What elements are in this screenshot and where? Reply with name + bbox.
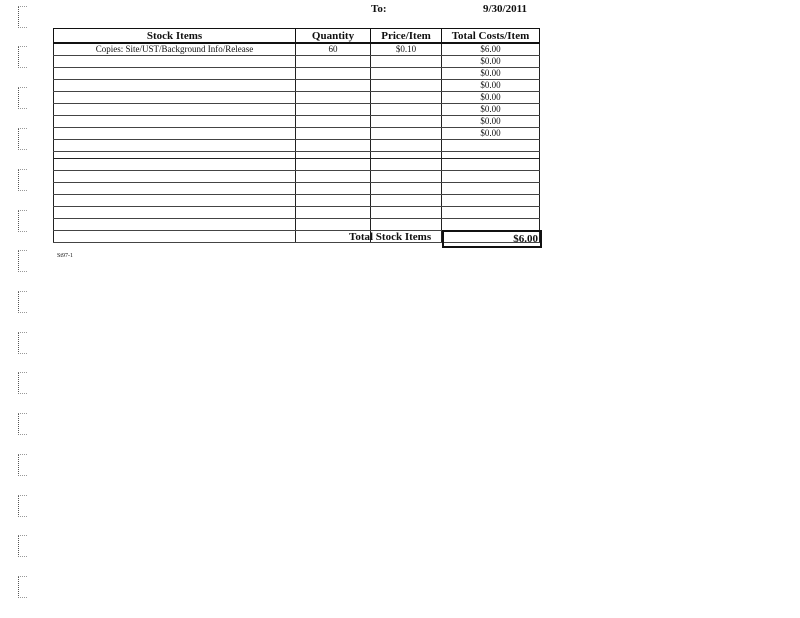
- quantity-cell: [296, 159, 371, 171]
- item-cell: [54, 171, 296, 183]
- table-row: [54, 159, 540, 171]
- table-header-row: [54, 29, 540, 44]
- document-date: 9/30/2011: [483, 3, 528, 15]
- quantity-cell: [296, 140, 371, 152]
- table-row: [54, 140, 540, 152]
- total-cost-cell: $0.00: [442, 116, 540, 128]
- total-cost-cell: $0.00: [442, 92, 540, 104]
- quantity-cell: [296, 171, 371, 183]
- item-cell: [54, 195, 296, 207]
- price-cell: [371, 56, 442, 68]
- table-row: [54, 183, 540, 195]
- table-row-divider: [54, 152, 540, 159]
- price-cell: [371, 171, 442, 183]
- quantity-cell: [296, 104, 371, 116]
- table-row: [54, 104, 540, 116]
- price-cell: $0.10: [371, 43, 442, 56]
- total-cost-cell: [442, 195, 540, 207]
- total-cost-cell: [442, 219, 540, 231]
- total-cost-cell: $6.00: [442, 43, 540, 56]
- quantity-cell: [296, 219, 371, 231]
- total-stock-items-value: $6.00: [442, 230, 542, 248]
- total-stock-items-label: Total Stock Items: [349, 231, 432, 243]
- column-header-quantity: Quantity: [296, 29, 371, 44]
- price-cell: [371, 140, 442, 152]
- total-cost-cell: [442, 207, 540, 219]
- table-row: [54, 43, 540, 56]
- divider-cell: [54, 152, 296, 159]
- quantity-cell: [296, 195, 371, 207]
- price-cell: [371, 104, 442, 116]
- item-cell: Copies: Site/UST/Background Info/Release: [54, 43, 296, 56]
- table-row: [54, 128, 540, 140]
- quantity-cell: 60: [296, 43, 371, 56]
- item-cell: [54, 92, 296, 104]
- item-cell: [54, 207, 296, 219]
- quantity-cell: [296, 116, 371, 128]
- divider-cell: [296, 152, 371, 159]
- price-cell: [371, 183, 442, 195]
- divider-cell: [442, 152, 540, 159]
- quantity-cell: [296, 56, 371, 68]
- binder-margin-marks: [18, 0, 30, 618]
- quantity-cell: [296, 92, 371, 104]
- table-row: [54, 195, 540, 207]
- total-cost-cell: $0.00: [442, 80, 540, 92]
- item-cell: [54, 140, 296, 152]
- price-cell: [371, 219, 442, 231]
- quantity-cell: [296, 207, 371, 219]
- table-row: [54, 68, 540, 80]
- price-cell: [371, 80, 442, 92]
- item-cell: [54, 56, 296, 68]
- quantity-cell: [296, 80, 371, 92]
- total-cost-cell: $0.00: [442, 128, 540, 140]
- quantity-cell: [296, 68, 371, 80]
- divider-cell: [371, 152, 442, 159]
- column-header-stock-items: Stock Items: [54, 29, 296, 44]
- total-cost-cell: [442, 159, 540, 171]
- total-cost-cell: [442, 183, 540, 195]
- quantity-cell: [296, 128, 371, 140]
- column-header-price-item: Price/Item: [371, 29, 442, 44]
- price-cell: [371, 195, 442, 207]
- price-cell: [371, 159, 442, 171]
- item-cell: [54, 80, 296, 92]
- quantity-cell: [296, 183, 371, 195]
- column-header-total-costs: Total Costs/Item: [442, 29, 540, 44]
- table-row: [54, 56, 540, 68]
- item-cell: [54, 159, 296, 171]
- price-cell: [371, 128, 442, 140]
- table-row: [54, 171, 540, 183]
- table-row: [54, 92, 540, 104]
- total-cost-cell: $0.00: [442, 56, 540, 68]
- form-code: St97-1: [57, 253, 74, 259]
- item-cell: [54, 104, 296, 116]
- price-cell: [371, 207, 442, 219]
- price-cell: [371, 116, 442, 128]
- to-label: To:: [371, 3, 387, 15]
- price-cell: [371, 68, 442, 80]
- table-row: [54, 80, 540, 92]
- table-row: [54, 116, 540, 128]
- item-cell: [54, 68, 296, 80]
- total-cost-cell: $0.00: [442, 68, 540, 80]
- total-cost-cell: [442, 171, 540, 183]
- item-cell: [54, 231, 296, 243]
- price-cell: [371, 92, 442, 104]
- item-cell: [54, 219, 296, 231]
- item-cell: [54, 183, 296, 195]
- total-cost-cell: [442, 140, 540, 152]
- stock-items-table: [53, 28, 540, 243]
- table-row: [54, 219, 540, 231]
- item-cell: [54, 116, 296, 128]
- total-cost-cell: $0.00: [442, 104, 540, 116]
- item-cell: [54, 128, 296, 140]
- table-row: [54, 207, 540, 219]
